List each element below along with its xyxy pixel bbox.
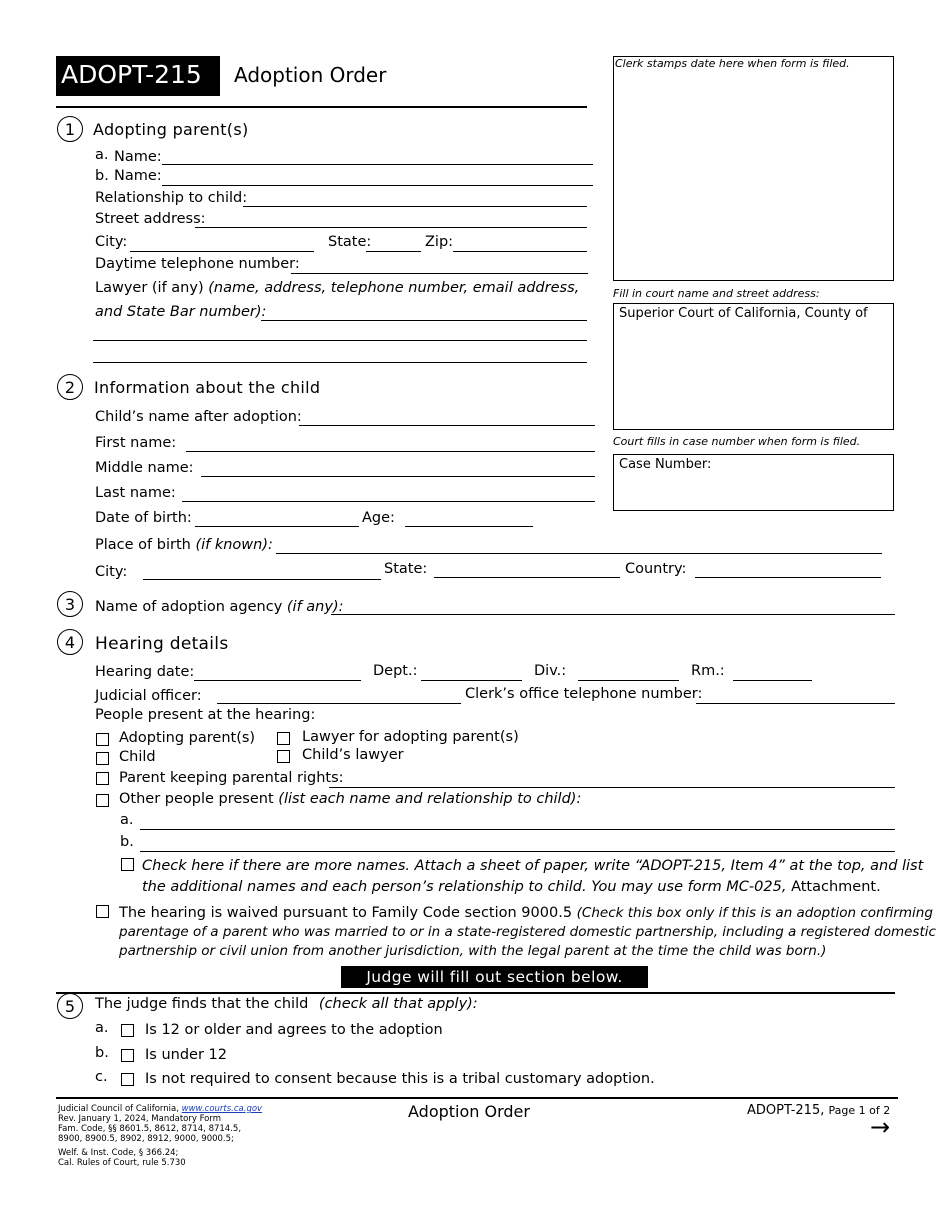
parent-a-name-field[interactable] [162,164,593,165]
child-country-label: Country: [625,561,687,577]
lawyer-field-2[interactable] [93,340,587,341]
dept-label: Dept.: [373,663,418,679]
hearing-waived-checkbox[interactable] [96,905,109,918]
child-state-label: State: [384,561,428,577]
footer-council: Judicial Council of California, [58,1104,182,1114]
hearing-waived-text-3: partnership or civil union from another jurisdiction, with the legal parent at the time the child was born.) [119,943,827,959]
agency-label [95,598,344,616]
finding-b-checkbox[interactable] [121,1049,134,1062]
zip-field[interactable] [453,251,587,252]
street-label: Street address: [95,211,206,227]
section-2-number: 2 [57,374,83,400]
last-name-field[interactable] [182,501,595,502]
footer-rule [56,1097,898,1099]
hearing-date-field[interactable] [194,680,361,681]
form-id: ADOPT-215 [61,60,202,89]
form-title: Adoption Order [234,63,387,87]
parent-rights-field[interactable] [329,787,895,788]
section-2-title: Information about the child [94,378,321,397]
phone-field[interactable] [291,273,588,274]
child-country-field[interactable] [695,577,881,578]
parent-a-name-label: Name: [114,149,162,165]
clerk-phone-label: Clerk’s office telephone number: [465,686,703,702]
people-present-label: People present at the hearing: [95,707,316,723]
court-name-label: Fill in court name and street address: [613,287,820,300]
finding-c-option: Is not required to consent because this is a tribal customary adoption. [145,1071,655,1087]
hearing-waived-text-1b: (Check this box only if this is an adoption confirming [576,905,933,921]
other-people-label [119,790,581,808]
hearing-date-label: Hearing date: [95,664,195,680]
footer-left-5: Welf. & Inst. Code, § 366.24; [58,1148,179,1158]
footer-left-3: Fam. Code, §§ 8601.5, 8612, 8714, 8714.5, [58,1124,242,1134]
state-label: State: [328,234,372,250]
judicial-officer-field[interactable] [217,703,461,704]
relationship-field[interactable] [243,206,587,207]
finding-c-checkbox[interactable] [121,1073,134,1086]
section-1-number: 1 [57,116,83,142]
agency-label-hint: (if any): [286,599,344,615]
more-names-text-2a: the additional names and each person’s relationship to child. You may use form MC-025, [142,879,792,895]
section-4-number: 4 [57,629,83,655]
lawyer-label-text: Lawyer (if any) [95,280,209,296]
clerk-stamp-box [613,56,894,281]
court-name-value: Superior Court of California, County of [619,306,868,321]
footer-left-6: Cal. Rules of Court, rule 5.730 [58,1158,186,1168]
more-names-text-2b: Attachment. [791,879,881,895]
case-number-note: Court fills in case number when form is filed. [613,435,861,448]
parent-b-name-field[interactable] [162,185,593,186]
clerk-phone-field[interactable] [696,703,895,704]
relationship-label: Relationship to child: [95,190,248,206]
child-lawyer-option: Child’s lawyer [302,747,404,763]
pob-label-text: Place of birth [95,537,196,553]
child-option: Child [119,749,156,765]
zip-label: Zip: [425,234,454,250]
more-names-checkbox[interactable] [121,858,134,871]
next-page-arrow-icon[interactable]: → [870,1113,891,1141]
section-5-title-text: The judge finds that the child [95,996,313,1012]
section-5-title [95,995,478,1013]
div-field[interactable] [578,680,679,681]
other-b-field[interactable] [140,851,895,852]
rm-label: Rm.: [691,663,725,679]
phone-label: Daytime telephone number: [95,256,300,272]
finding-a-letter: a. [95,1020,109,1036]
pob-label [95,536,273,554]
age-field[interactable] [405,526,533,527]
street-field[interactable] [195,227,587,228]
more-names-text-2 [142,878,881,896]
div-label: Div.: [534,663,567,679]
footer-title: Adoption Order [408,1102,530,1121]
section-3-number: 3 [57,591,83,617]
parent-rights-checkbox[interactable] [96,772,109,785]
section-5-title-hint: (check all that apply): [318,996,478,1012]
other-people-label-text: Other people present [119,791,279,807]
lawyer-field-1[interactable] [261,320,587,321]
footer-form-id-text: ADOPT-215, [747,1103,825,1118]
finding-c-letter: c. [95,1069,108,1085]
child-lawyer-checkbox[interactable] [277,750,290,763]
child-state-field[interactable] [434,577,620,578]
footer-left-1 [58,1104,262,1114]
middle-name-label: Middle name: [95,460,194,476]
first-name-field[interactable] [186,451,595,452]
label-b: b. [95,168,109,184]
other-people-label-hint: (list each name and relationship to child): [278,791,582,807]
agency-label-text: Name of adoption agency [95,599,287,615]
other-a-label: a. [120,812,134,828]
parent-rights-option: Parent keeping parental rights: [119,770,344,786]
judicial-officer-label: Judicial officer: [95,688,202,704]
state-field[interactable] [366,251,421,252]
lawyer-parents-option: Lawyer for adopting parent(s) [302,729,519,745]
pob-label-hint: (if known): [195,537,273,553]
lawyer-label [95,279,579,297]
agency-field[interactable] [331,614,895,615]
more-names-text-1: Check here if there are more names. Attach a sheet of paper, write “ADOPT-215, Item 4” at the top, and list [142,858,924,874]
finding-b-letter: b. [95,1045,109,1061]
dept-field[interactable] [421,680,522,681]
child-city-field[interactable] [143,579,381,580]
lawyer-parents-checkbox[interactable] [277,732,290,745]
footer-left-2: Rev. January 1, 2024, Mandatory Form [58,1114,222,1124]
parent-b-name-label: Name: [114,168,162,184]
case-number-label: Case Number: [619,457,712,472]
hearing-waived-text-1 [119,904,933,922]
other-a-field[interactable] [140,829,895,830]
child-name-after-label: Child’s name after adoption: [95,409,302,425]
finding-a-checkbox[interactable] [121,1024,134,1037]
city-label: City: [95,234,128,250]
footer-left-4: 8900, 8900.5, 8902, 8912, 9000, 9000.5; [58,1134,234,1144]
footer-form-id [747,1102,890,1120]
footer-page: Page 1 of 2 [828,1104,891,1117]
section-1-title: Adopting parent(s) [93,120,249,139]
other-people-checkbox[interactable] [96,794,109,807]
child-city-label: City: [95,564,128,580]
finding-a-option: Is 12 or older and agrees to the adoption [145,1022,443,1038]
hearing-waived-text-1a: The hearing is waived pursuant to Family Code section 9000.5 [119,905,577,921]
dob-label: Date of birth: [95,510,192,526]
judge-rule [56,992,895,994]
hearing-waived-text-2: parentage of a parent who was married to or in a state-registered domestic partnership, including a registered domestic [119,924,936,940]
adopting-parents-option: Adopting parent(s) [119,730,256,746]
finding-b-option: Is under 12 [145,1047,227,1063]
first-name-label: First name: [95,435,177,451]
header-rule [56,106,587,108]
label-a: a. [95,147,109,163]
age-label: Age: [362,510,395,526]
judge-banner-text: Judge will fill out section below. [366,968,623,986]
city-field[interactable] [130,251,314,252]
clerk-stamp-label: Clerk stamps date here when form is filed. [615,57,850,70]
child-name-after-field[interactable] [299,425,595,426]
section-5-number: 5 [57,993,83,1019]
section-4-title: Hearing details [95,634,229,654]
last-name-label: Last name: [95,485,176,501]
lawyer-field-3[interactable] [93,362,587,363]
adopting-parents-checkbox[interactable] [96,733,109,746]
rm-field[interactable] [733,680,812,681]
lawyer-label-2: and State Bar number): [95,304,267,320]
dob-field[interactable] [195,526,359,527]
child-checkbox[interactable] [96,752,109,765]
footer-link[interactable]: www.courts.ca.gov [181,1104,263,1114]
pob-field[interactable] [276,553,882,554]
other-b-label: b. [120,834,134,850]
lawyer-label-hint: (name, address, telephone number, email address, [208,280,580,296]
middle-name-field[interactable] [201,476,595,477]
